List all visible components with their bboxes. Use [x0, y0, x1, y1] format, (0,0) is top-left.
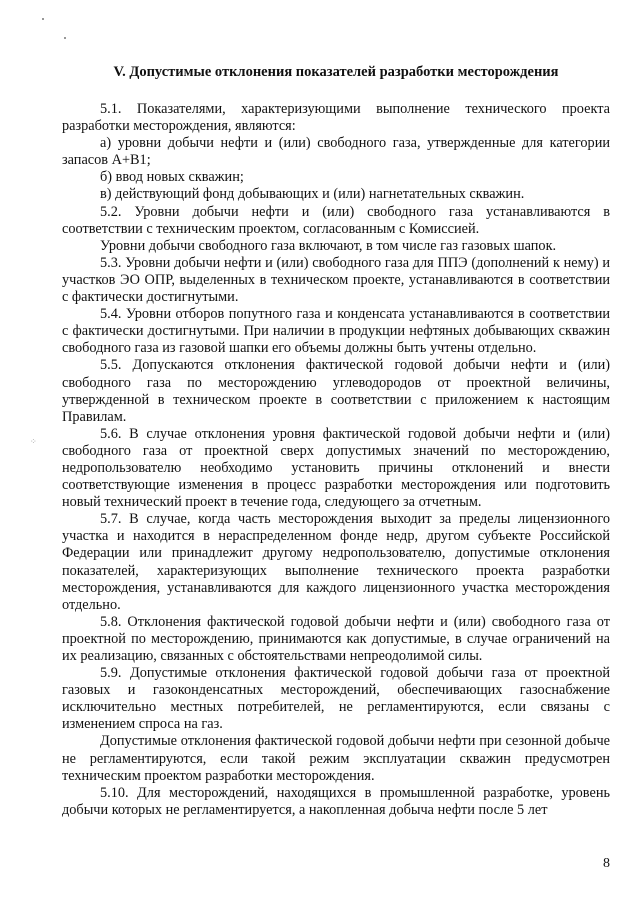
section-title: V. Допустимые отклонения показателей разработки месторождения [113, 64, 559, 80]
paragraph: 5.8. Отклонения фактической годовой добычи нефти и (или) свободного газа от проектной по месторождению, принимаются как допустимые, в случае ограничений на их реализацию, связанных с обстоятельствами непреодолимой силы. [62, 613, 610, 664]
paragraph: 5.4. Уровни отборов попутного газа и конденсата устанавливаются в соответствии с фактически достигнутыми. При наличии в продукции нефтяных добывающих скважин свободного газа из газовой шапки его объемы должны быть учтены отдельно. [62, 306, 610, 357]
scan-speck [42, 18, 44, 20]
paragraph: 5.1. Показателями, характеризующими выполнение технического проекта разработки месторождения, являются: [62, 101, 610, 135]
paragraph: 5.5. Допускаются отклонения фактической годовой добычи нефти и (или) свободного газа по месторождению углеводородов от проектной величины, утвержденной в техническом проекте в соответствии с приложением к настоящим Правилам. [62, 357, 610, 425]
paragraph: Допустимые отклонения фактической годовой добычи нефти при сезонной добыче не регламентируются, если такой режим эксплуатации скважин предусмотрен техническим проектом разработки месторождения. [62, 733, 610, 784]
paragraph: 5.9. Допустимые отклонения фактической годовой добычи газа от проектной газовых и газоконденсатных месторождений, обеспечивающих газоснабжение исключительно местных потребителей, не регламентируются, если связаны с изменением спроса на газ. [62, 665, 610, 733]
margin-mark: ⁘ [30, 437, 37, 446]
paragraph: в) действующий фонд добывающих и (или) нагнетательных скважин. [100, 186, 525, 203]
paragraph: 5.7. В случае, когда часть месторождения выходит за пределы лицензионного участка и находится в нераспределенном фонде недр, другом субъекте Российской Федерации или принадлежит другому недропользователю, допустимые отклонения показателей, характеризующих выполнение технического проекта разработки месторождения, устанавливаются для каждого лицензионного участка месторождения отдельно. [62, 511, 610, 613]
paragraph: а) уровни добычи нефти и (или) свободного газа, утвержденные для категории запасов А+В1; [62, 135, 610, 169]
paragraph: 5.3. Уровни добычи нефти и (или) свободного газа для ППЭ (дополнений к нему) и участков ЭО ОПР, выделенных в техническом проекте, устанавливаются в соответствии с фактически достигнутыми. [62, 254, 610, 306]
paragraph: 5.2. Уровни добычи нефти и (или) свободного газа устанавливаются в соответствии с техническим проектом, согласованным с Комиссией. [62, 203, 610, 237]
paragraph: Уровни добычи свободного газа включают, в том числе газ газовых шапок. [100, 237, 557, 254]
page-number: 8 [603, 856, 610, 871]
section-body [62, 101, 610, 819]
scan-speck [64, 37, 66, 39]
paragraph: б) ввод новых скважин; [100, 169, 244, 186]
paragraph: 5.6. В случае отклонения уровня фактической годовой добычи нефти и (или) свободного газа от проектной сверх допустимых значений по месторождению, недропользователю необходимо установить причины отклонений и внести соответствующие изменения в процесс разработки месторождения или подготовить новый технический проект в течение года, следующего за отчетным. [62, 425, 610, 511]
paragraph: 5.10. Для месторождений, находящихся в промышленной разработке, уровень добычи которых не регламентируется, а накопленная добыча нефти после 5 лет [62, 784, 610, 818]
